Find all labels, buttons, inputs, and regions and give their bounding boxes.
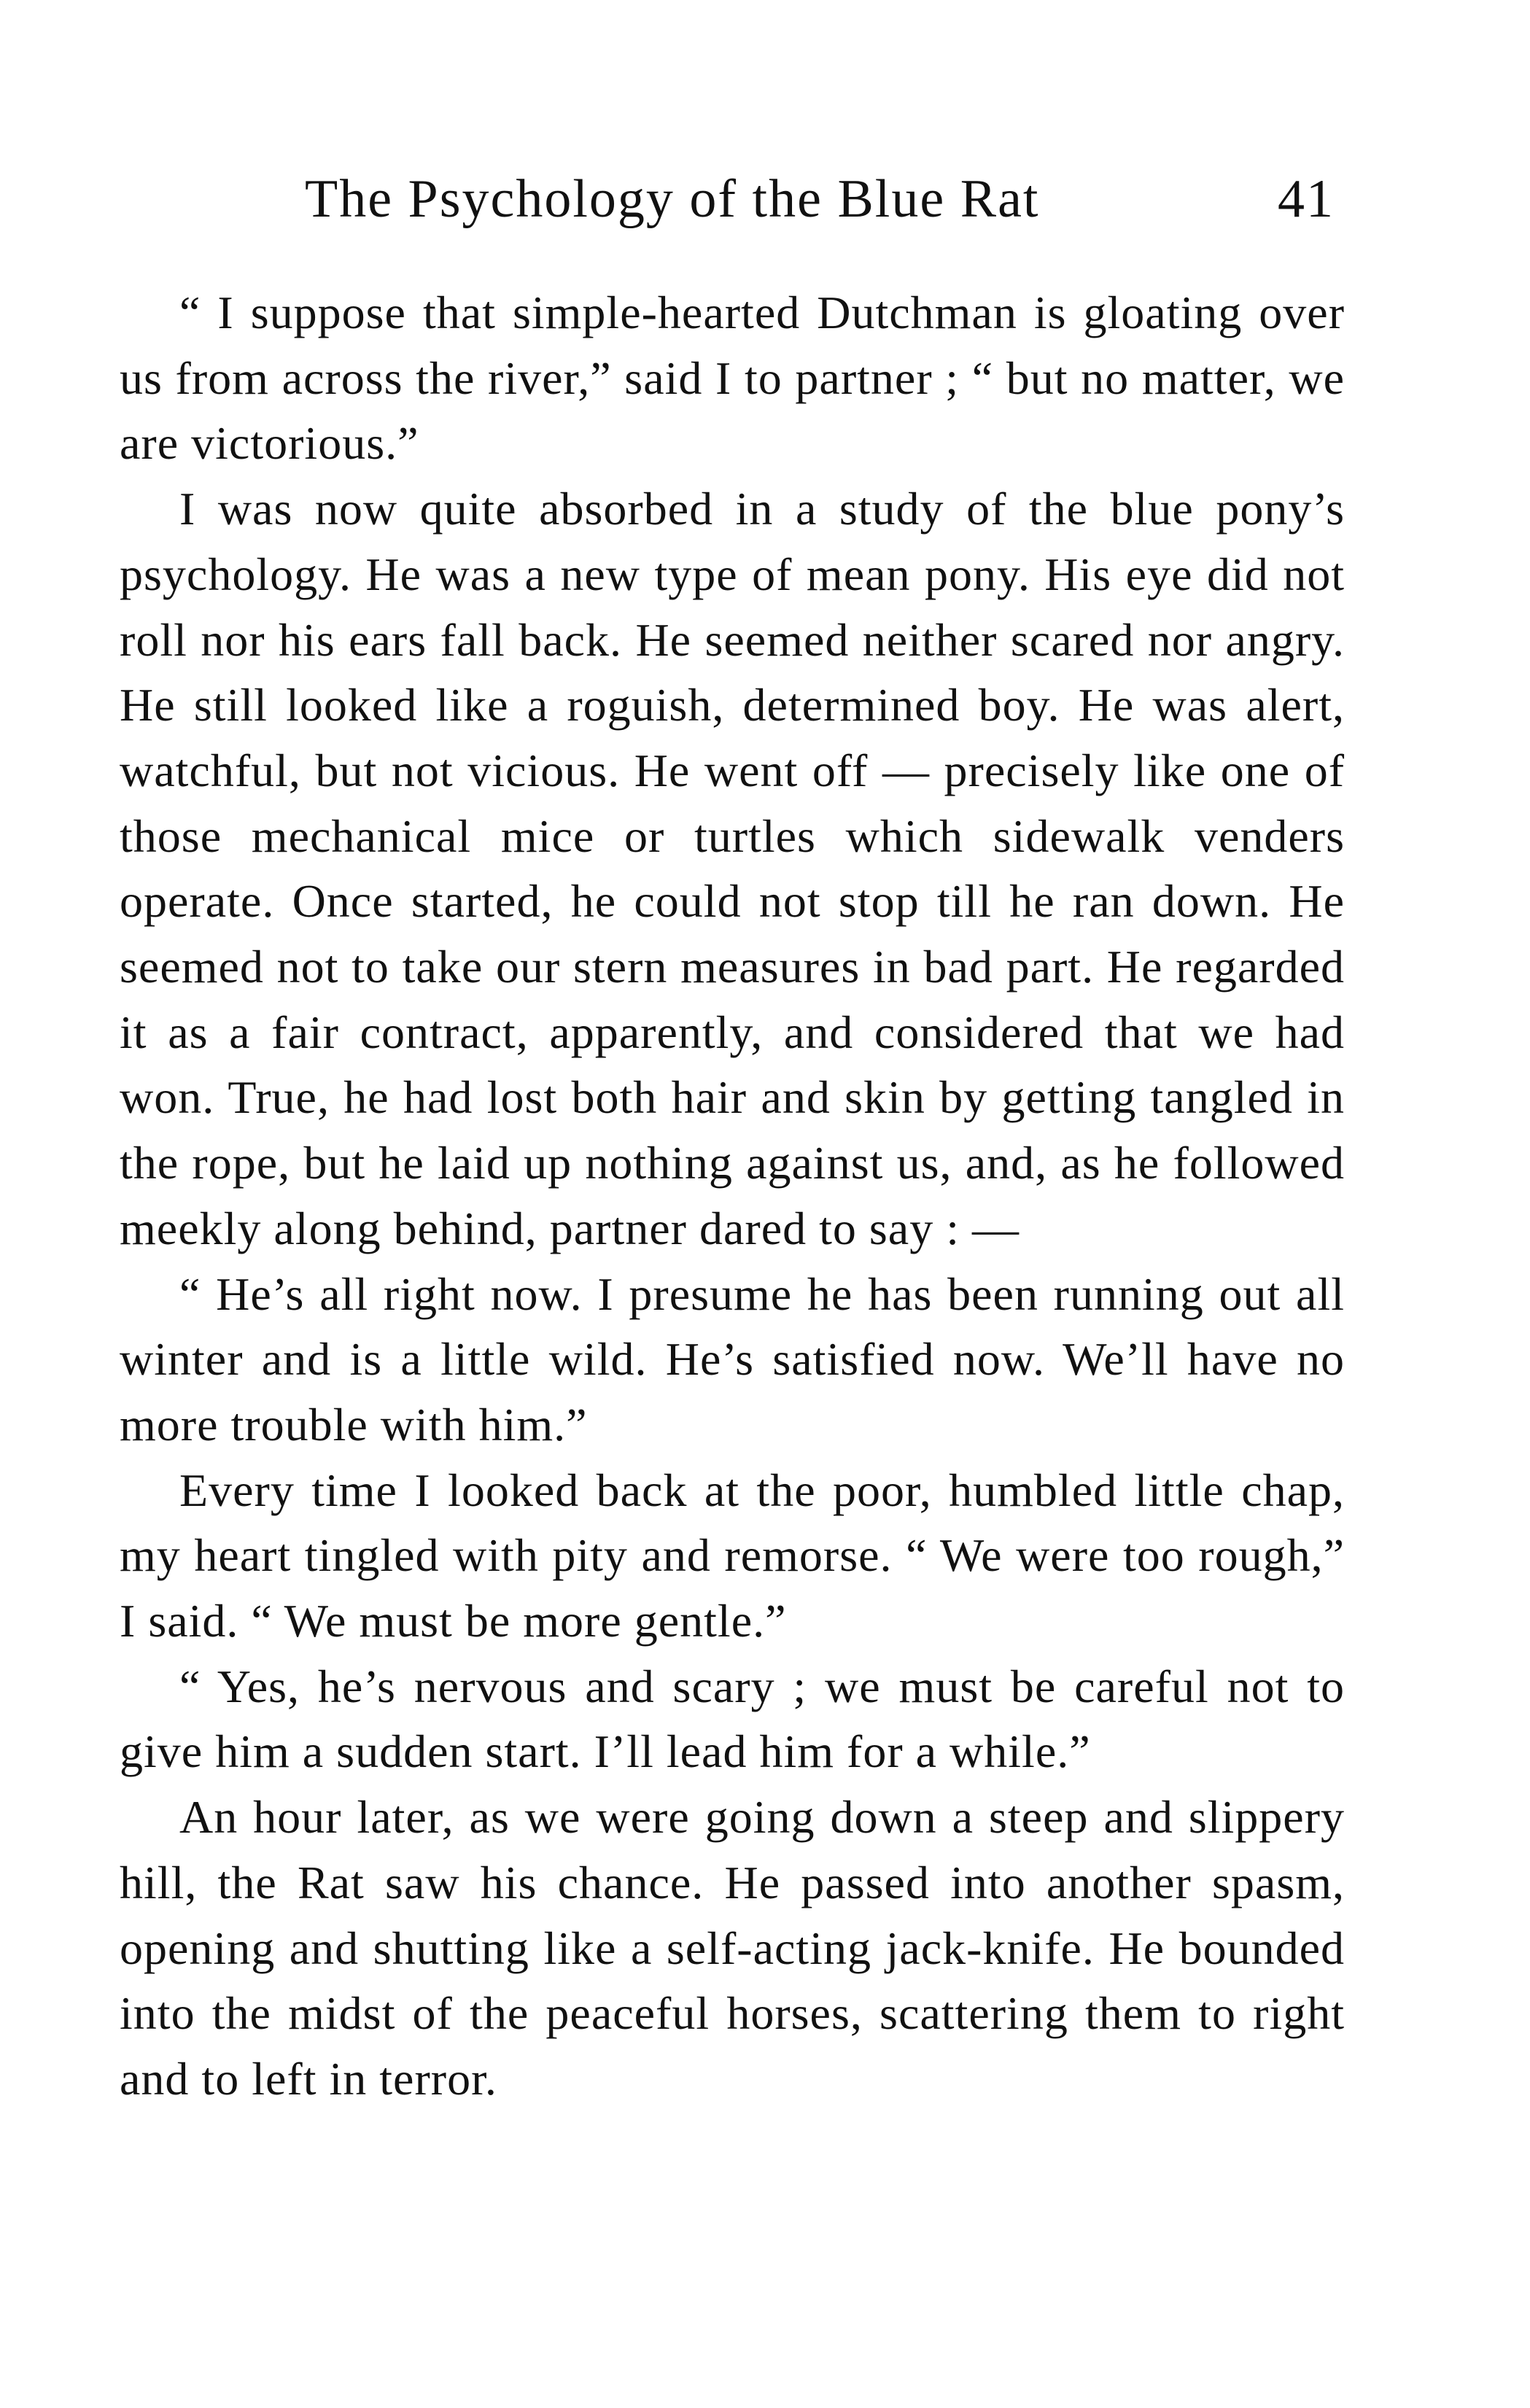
paragraph-partner-reassurance: “ He’s all right now. I presume he has been running out all winter and is a little wild. He’s satisfied now. We’ll have no more trouble with him.”: [120, 1267, 1345, 1450]
paragraph-remorse: Every time I looked back at the poor, humbled little chap, my heart tingled with pity and remorse. “ We were too rough,” I said. “ We must be more gentle.”: [120, 1464, 1345, 1647]
running-title: The Psychology of the Blue Rat: [305, 169, 1040, 229]
paragraph-pony-psychology: I was now quite absorbed in a study of the blue pony’s psychology. He was a new type of mean pony. His eye did not roll nor his ears fall back. He seemed neither scared nor angry. He still looked like a roguish, determined boy. He was alert, watchful, but not vicious. He went off — precisely like one of those mechanical mice or turtles which sidewalk venders operate. Once started, he could not stop till he ran down. He seemed not to take our stern measures in bad part. He regarded it as a fair contract, apparently, and considered that we had won. True, he had lost both hair and skin by getting tangled in the rope, but he laid up nothing against us, and, as he followed meekly along behind, partner dared to say : —: [120, 483, 1345, 1254]
paragraph-spasm: An hour later, as we were going down a steep and slippery hill, the Rat saw his chance. He passed into another spasm, opening and shutting like a self-acting jack-knife. He bounded into the midst of the peaceful horses, scattering them to right and to left in terror.: [120, 1791, 1345, 2105]
paragraph-careful: “ Yes, he’s nervous and scary ; we must be careful not to give him a sudden start. I’ll lead him for a while.”: [120, 1660, 1345, 1778]
running-header: [305, 166, 1335, 232]
page-number: 41: [1278, 169, 1335, 229]
paragraph-dutchman-quote: “ I suppose that simple-hearted Dutchman is gloating over us from across the river,” said I to partner ; “ but no matter, we are victorious.”: [120, 287, 1345, 470]
body-text: [120, 280, 1345, 2112]
